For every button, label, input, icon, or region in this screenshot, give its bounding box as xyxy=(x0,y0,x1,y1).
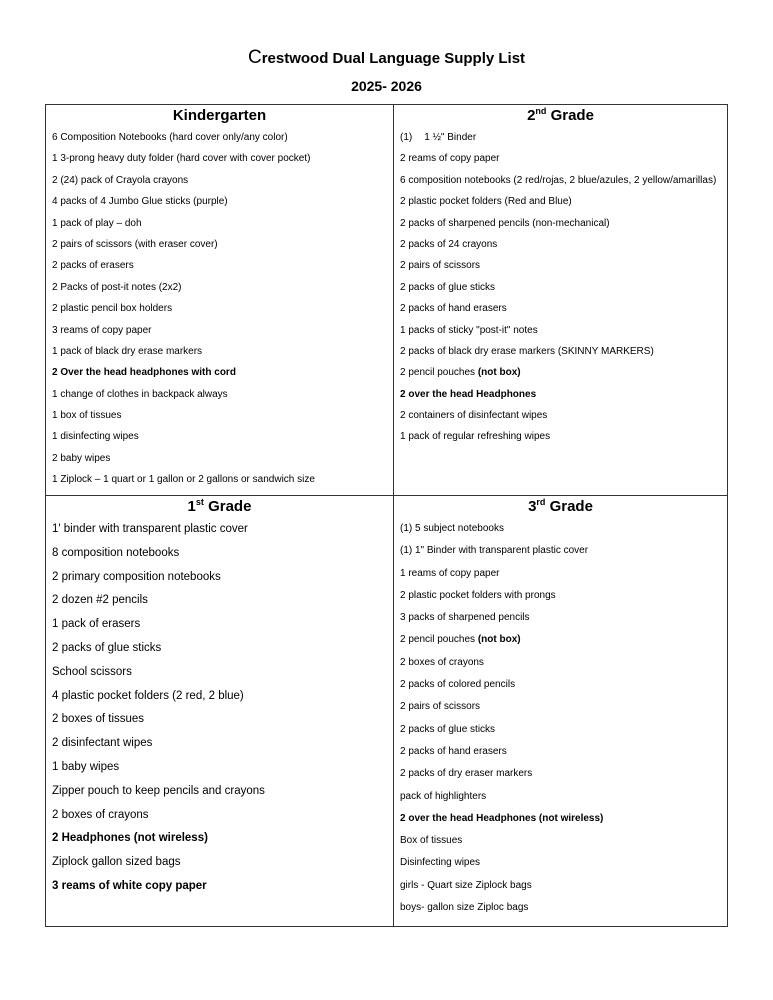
list-item: 2 plastic pocket folders (Red and Blue) xyxy=(400,196,572,208)
list-item: 2 pairs of scissors xyxy=(400,260,481,272)
list-item: 2 packs of glue sticks xyxy=(400,723,496,735)
list-item: Disinfecting wipes xyxy=(400,857,481,869)
list-item: 2 dozen #2 pencils xyxy=(52,594,148,607)
list-item: 2 pairs of scissors xyxy=(400,701,481,713)
list-item: 4 plastic pocket folders (2 red, 2 blue) xyxy=(52,689,244,702)
list-item: 2 boxes of crayons xyxy=(52,808,149,821)
list-item: 1 box of tissues xyxy=(52,410,122,422)
grade2-header: 2nd Grade xyxy=(527,106,594,124)
list-item: 2 packs of sharpened pencils (non-mechanical) xyxy=(400,217,610,229)
title-rest: restwood Dual Language Supply List xyxy=(261,50,526,67)
kindergarten-header: Kindergarten xyxy=(172,107,267,124)
list-item: 3 packs of sharpened pencils xyxy=(400,612,530,624)
list-item: 8 composition notebooks xyxy=(52,546,180,559)
list-item: 4 packs of 4 Jumbo Glue sticks (purple) xyxy=(52,196,228,208)
list-item: 2 packs of hand erasers xyxy=(400,303,507,315)
list-item: Zipper pouch to keep pencils and crayons xyxy=(52,784,265,797)
list-item: 2 boxes of tissues xyxy=(52,713,145,726)
list-item: 2 packs of black dry erase markers (SKINNY MARKERS) xyxy=(400,345,654,357)
list-item: 2 Over the head headphones with cord xyxy=(52,367,236,379)
grade1-list xyxy=(52,518,393,899)
list-item: 2 packs of erasers xyxy=(52,260,134,272)
list-item: (1) 1" Binder with transparent plastic cover xyxy=(400,545,589,557)
list-item: 1 baby wipes xyxy=(52,760,120,773)
list-item: 2 packs of hand erasers xyxy=(400,745,507,757)
list-item: Box of tissues xyxy=(400,835,463,847)
list-item: 2 baby wipes xyxy=(52,452,111,464)
list-item: 1 Ziplock – 1 quart or 1 gallon or 2 gallons or sandwich size xyxy=(52,474,315,486)
grade2-list xyxy=(400,127,727,448)
list-item: 2 packs of glue sticks xyxy=(400,281,496,293)
list-item: 1 3-prong heavy duty folder (hard cover with cover pocket) xyxy=(52,153,311,165)
list-item: 1' binder with transparent plastic cover xyxy=(52,523,248,535)
grade2-cell xyxy=(394,105,728,496)
kindergarten-list xyxy=(52,127,393,491)
list-item: 2 pencil pouches (not box) xyxy=(400,367,521,379)
list-item: 2 pairs of scissors (with eraser cover) xyxy=(52,238,218,250)
list-item: 2 Packs of post-it notes (2x2) xyxy=(52,281,182,293)
grade3-list xyxy=(400,518,727,919)
list-item: 2 boxes of crayons xyxy=(400,656,484,668)
grade1-cell xyxy=(46,496,394,927)
school-year: 2025- 2026 xyxy=(351,78,422,94)
list-item: 1 pack of regular refreshing wipes xyxy=(400,431,551,443)
list-item: 1 pack of play – doh xyxy=(52,217,142,229)
list-item: 2 reams of copy paper xyxy=(400,153,500,165)
list-item: 3 reams of copy paper xyxy=(52,324,152,336)
list-item: 1 pack of black dry erase markers xyxy=(52,345,203,357)
list-item: 2 packs of colored pencils xyxy=(400,679,516,691)
kindergarten-cell xyxy=(46,105,394,496)
list-item: girls - Quart size Ziplock bags xyxy=(400,879,532,891)
list-item: (1) 1 ½" Binder xyxy=(400,132,477,143)
grade1-header: 1st Grade xyxy=(187,497,252,515)
page-title xyxy=(0,47,773,69)
list-item: 1 change of clothes in backpack always xyxy=(52,388,228,400)
list-item: 1 pack of erasers xyxy=(52,618,141,631)
list-item: 2 over the head Headphones (not wireless) xyxy=(400,812,604,824)
list-item: 2 plastic pocket folders with prongs xyxy=(400,589,556,601)
list-item: pack of highlighters xyxy=(400,790,487,802)
list-item: (1) 5 subject notebooks xyxy=(400,523,504,534)
list-item: 2 primary composition notebooks xyxy=(52,570,221,583)
list-item: 2 Headphones (not wireless) xyxy=(52,832,208,845)
list-item: 2 (24) pack of Crayola crayons xyxy=(52,174,189,186)
list-item: 6 Composition Notebooks (hard cover only/any color) xyxy=(52,132,288,143)
list-item: School scissors xyxy=(52,665,132,678)
list-item: boys- gallon size Ziploc bags xyxy=(400,902,529,914)
list-item: 2 disinfectant wipes xyxy=(52,737,153,750)
list-item: 2 over the head Headphones xyxy=(400,388,537,400)
list-item: 2 plastic pencil box holders xyxy=(52,303,173,315)
list-item: 6 composition notebooks (2 red/rojas, 2 blue/azules, 2 yellow/amarillas) xyxy=(400,174,717,186)
list-item: 3 reams of white copy paper xyxy=(52,879,207,892)
list-item: 2 pencil pouches (not box) xyxy=(400,634,521,646)
list-item: 1 disinfecting wipes xyxy=(52,431,139,443)
list-item: 1 reams of copy paper xyxy=(400,567,500,579)
grade3-cell xyxy=(394,496,728,927)
list-item: Ziplock gallon sized bags xyxy=(52,856,181,869)
supply-table xyxy=(45,104,728,927)
title-first-letter: C xyxy=(247,47,262,68)
list-item: 2 packs of dry eraser markers xyxy=(400,768,533,780)
list-item: 2 packs of 24 crayons xyxy=(400,238,498,250)
list-item: 1 packs of sticky "post-it" notes xyxy=(400,324,538,336)
list-item: 2 containers of disinfectant wipes xyxy=(400,410,548,422)
list-item: 2 packs of glue sticks xyxy=(52,641,162,654)
grade3-header: 3rd Grade xyxy=(528,497,593,515)
